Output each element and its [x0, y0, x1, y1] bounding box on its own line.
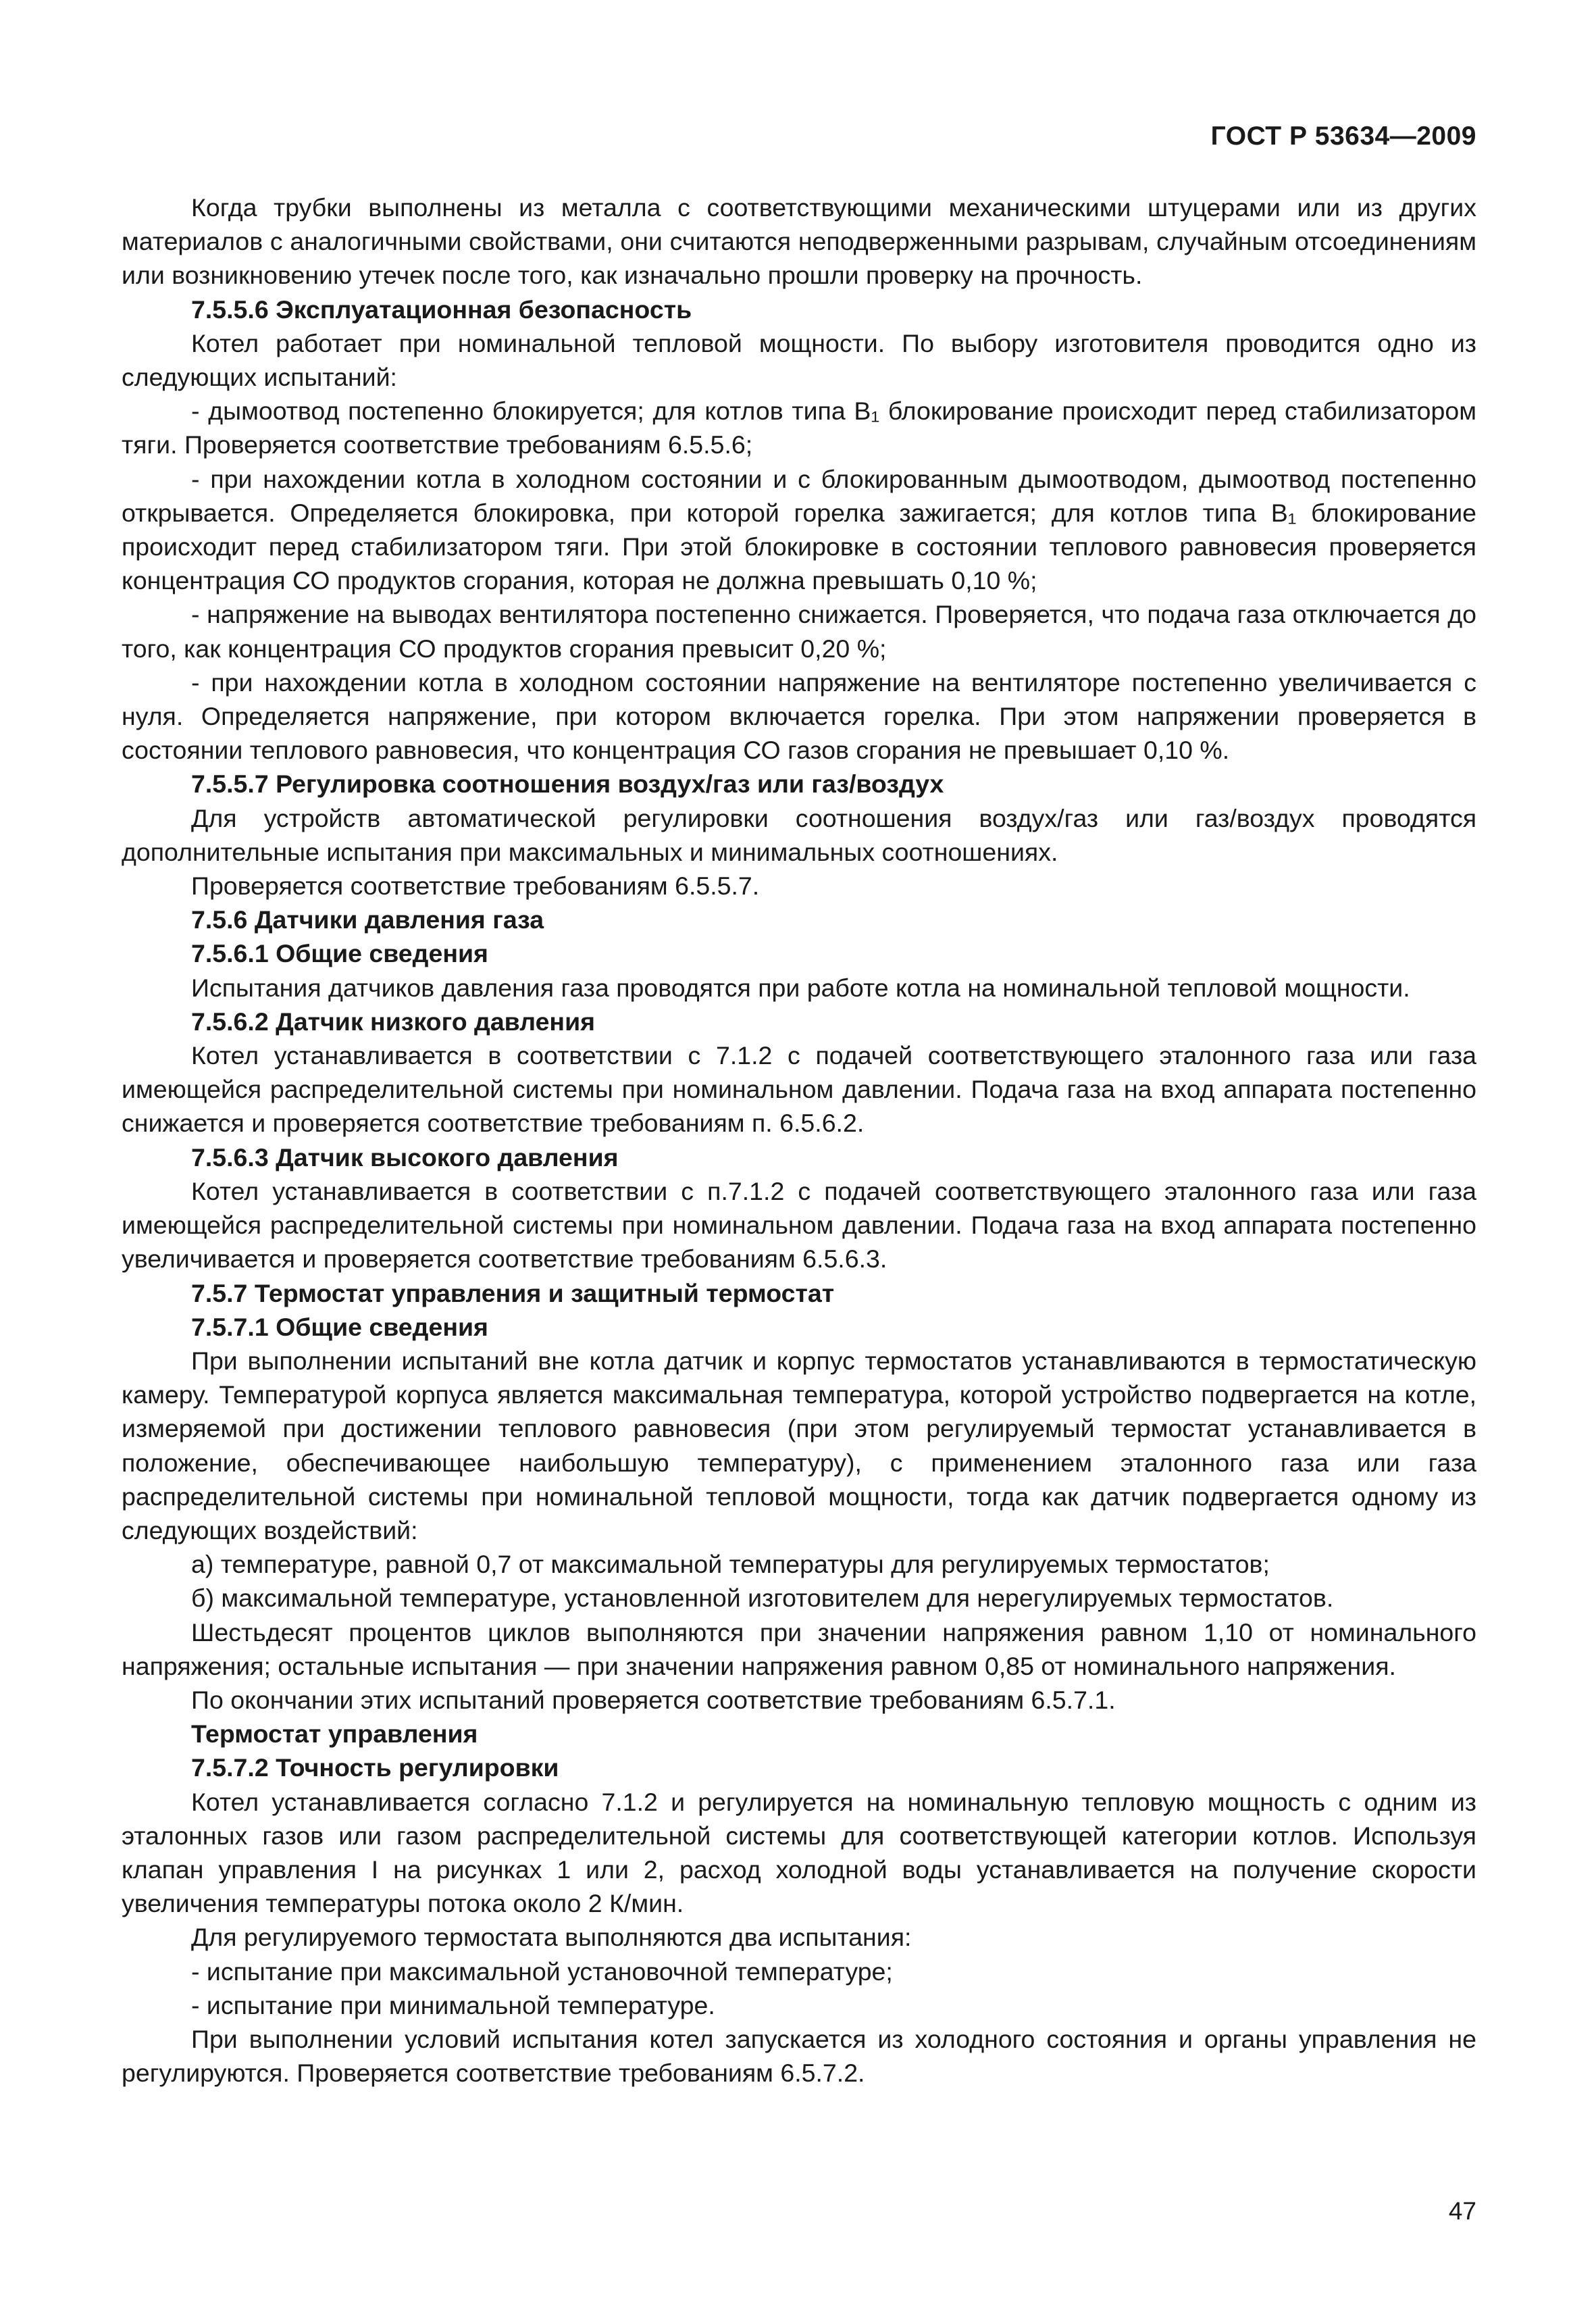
section-heading: 7.5.7 Термостат управления и защитный термостат	[191, 1278, 835, 1307]
paragraph: При выполнении условий испытания котел запускается из холодного состояния и органы управления не регулируются. Проверяется соответствие требованиям 6.5.7.2.	[122, 2024, 1476, 2088]
section-heading: 7.5.6 Датчики давления газа	[191, 905, 544, 934]
body-text	[122, 191, 1476, 2090]
paragraph: По окончании этих испытаний проверяется соответствие требованиям 6.5.7.1.	[191, 1685, 1116, 1714]
section-heading: 7.5.5.7 Регулировка соотношения воздух/газ или газ/воздух	[191, 770, 944, 799]
paragraph: а) температуре, равной 0,7 от максимальной температуры для регулируемых термостатов;	[191, 1550, 1270, 1579]
page-number: 47	[1448, 2197, 1476, 2225]
section-heading: 7.5.6.1 Общие сведения	[191, 939, 488, 968]
section-heading: 7.5.6.2 Датчик низкого давления	[191, 1007, 596, 1036]
paragraph: б) максимальной температуре, установленной изготовителем для нерегулируемых термостатов.	[191, 1584, 1334, 1613]
paragraph: - напряжение на выводах вентилятора постепенно снижается. Проверяется, что подача газа отключается до того, как концентрация СО продуктов сгорания превысит 0,20 %;	[122, 600, 1476, 663]
paragraph: При выполнении испытаний вне котла датчик и корпус термостатов устанавливаются в термостатическую камеру. Температурой корпуса является максимальная температура, которой устройство подвергается на котле, измеряемой при достижении теплового равновесия (при этом регулируемый термостат устанавливается в положение, обеспечивающее наибольшую температуру), с применением эталонного газа или газа распределительной системы при номинальной тепловой мощности, тогда как датчик подвергается одному из следующих воздействий:	[122, 1346, 1476, 1544]
paragraph: - испытание при минимальной температуре.	[191, 1990, 715, 2019]
paragraph: Проверяется соответствие требованиям 6.5.5.7.	[191, 872, 760, 901]
section-heading: Термостат управления	[191, 1719, 478, 1749]
paragraph: - при нахождении котла в холодном состоянии напряжение на вентиляторе постепенно увеличивается с нуля. Определяется напряжение, при котором включается горелка. При этом напряжении проверяется в состоянии теплового равновесия, что концентрация СО газов сгорания не превышает 0,10 %.	[122, 668, 1476, 765]
paragraph: Котел работает при номинальной тепловой мощности. По выбору изготовителя проводится одно из следующих испытаний:	[122, 328, 1476, 392]
section-heading: 7.5.7.2 Точность регулировки	[191, 1753, 559, 1782]
section-heading: 7.5.7.1 Общие сведения	[191, 1312, 488, 1341]
paragraph: Для устройств автоматической регулировки соотношения воздух/газ или газ/воздух проводятся дополнительные испытания при максимальных и минимальных соотношениях.	[122, 803, 1476, 866]
paragraph: Котел устанавливается в соответствии с п.7.1.2 с подачей соответствующего эталонного газа или газа имеющейся распределительной системы при номинальном давлении. Подача газа на вход аппарата постепенно увеличивается и проверяется соответствие требованиям 6.5.6.3.	[122, 1176, 1476, 1274]
paragraph: Для регулируемого термостата выполняются два испытания:	[191, 1923, 912, 1952]
paragraph: - при нахождении котла в холодном состоянии и с блокированным дымоотводом, дымоотвод постепенно открывается. Определяется блокировка, при которой горелка зажигается; для котлов типа B₁ блокирование происходит перед стабилизатором тяги. При этой блокировке в состоянии теплового равновесия проверяется концентрация СО продуктов сгорания, которая не должна превышать 0,10 %;	[122, 464, 1476, 595]
paragraph: - дымоотвод постепенно блокируется; для котлов типа B₁ блокирование происходит перед стабилизатором тяги. Проверяется соответствие требованиям 6.5.5.6;	[122, 397, 1476, 459]
paragraph: Испытания датчиков давления газа проводятся при работе котла на номинальной тепловой мощности.	[191, 973, 1410, 1002]
paragraph: Шестьдесят процентов циклов выполняются при значении напряжения равном 1,10 от номинального напряжения; остальные испытания — при значении напряжения равном 0,85 от номинального напряжения.	[122, 1617, 1476, 1680]
section-heading: 7.5.5.6 Эксплуатационная безопасность	[191, 295, 692, 324]
standard-designation: ГОСТ Р 53634—2009	[1210, 122, 1476, 151]
paragraph: Когда трубки выполнены из металла с соответствующими механическими штуцерами или из других материалов с аналогичными свойствами, они считаются неподверженными разрывам, случайным отсоединениям или возникновению утечек после того, как изначально прошли проверку на прочность.	[122, 193, 1476, 290]
paragraph: Котел устанавливается согласно 7.1.2 и регулируется на номинальную тепловую мощность с одним из эталонных газов или газом распределительной системы для соответствующей категории котлов. Используя клапан управления I на рисунках 1 или 2, расход холодной воды устанавливается на получение скорости увеличения температуры потока около 2 К/мин.	[122, 1787, 1476, 1918]
section-heading: 7.5.6.3 Датчик высокого давления	[191, 1142, 619, 1172]
paragraph: Котел устанавливается в соответствии с 7.1.2 с подачей соответствующего эталонного газа или газа имеющейся распределительной системы при номинальном давлении. Подача газа на вход аппарата постепенно снижается и проверяется соответствие требованиям п. 6.5.6.2.	[122, 1041, 1476, 1138]
paragraph: - испытание при максимальной установочной температуре;	[191, 1957, 893, 1986]
